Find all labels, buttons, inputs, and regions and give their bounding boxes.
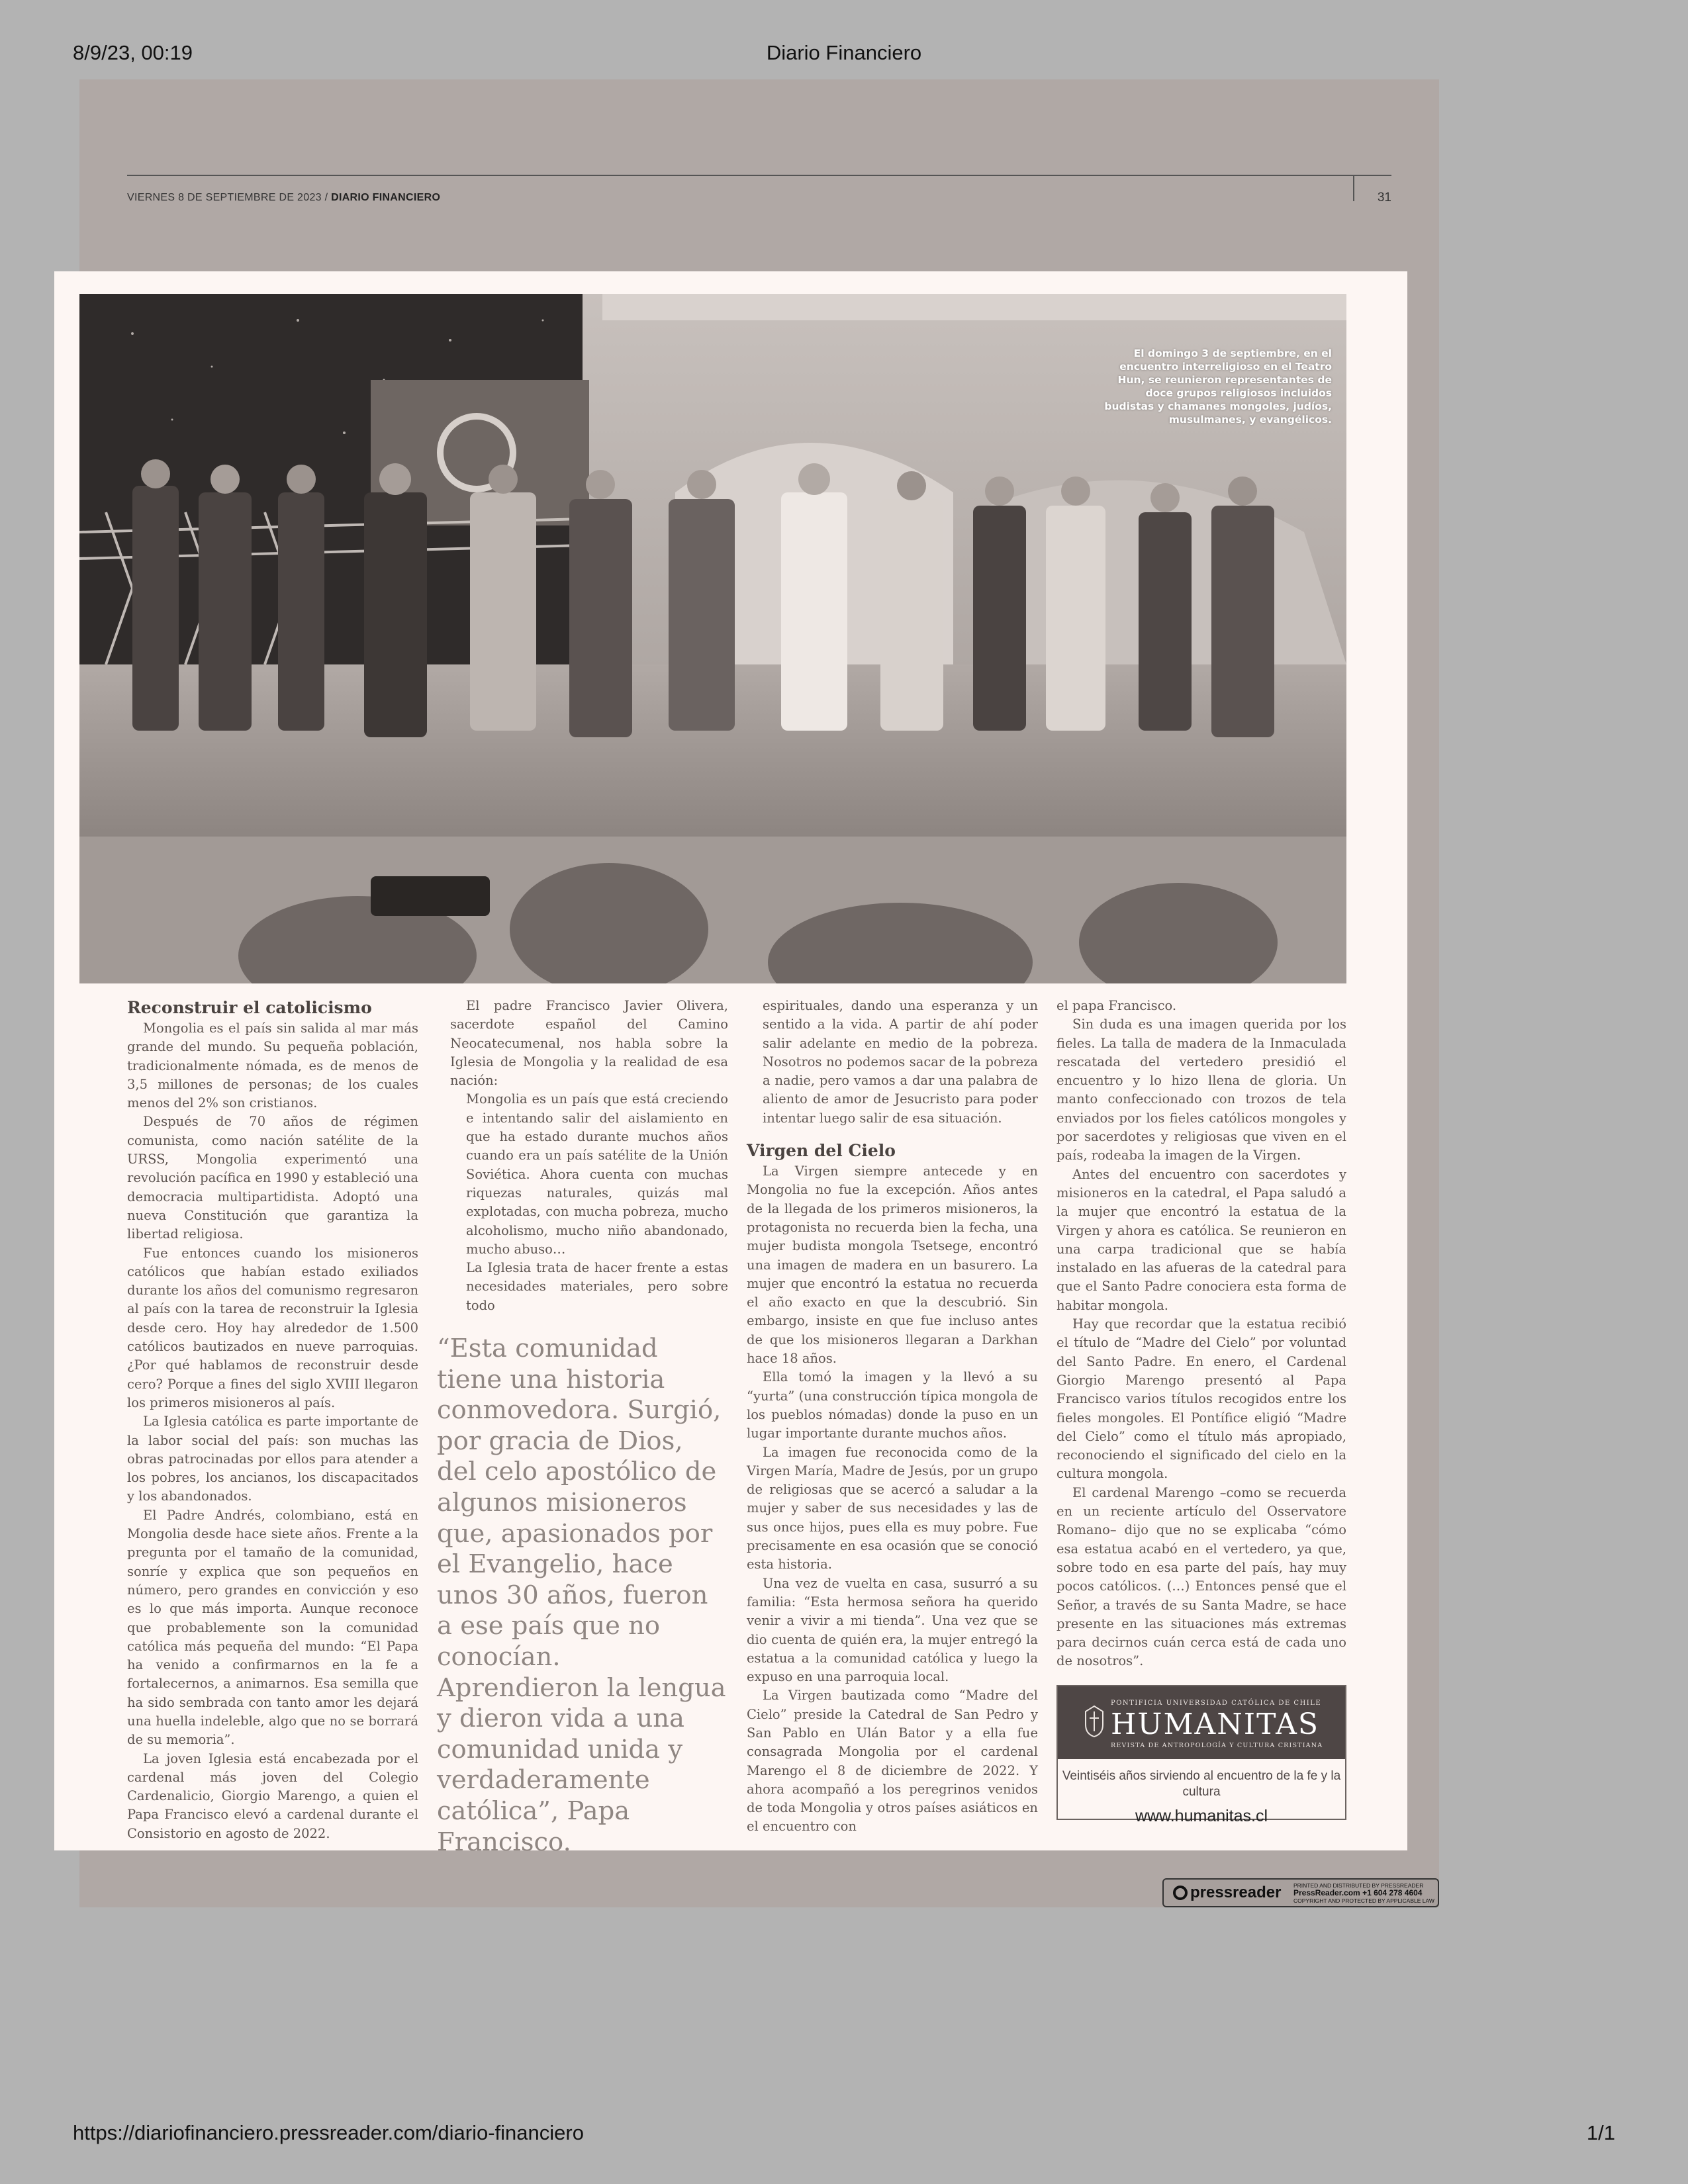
humanitas-advertisement[interactable] (1056, 1685, 1346, 1825)
paragraph: Sin duda es una imagen querida por los fieles. La talla de madera de la Inmaculada rescatada del vertedero presidió el encuentro y lo hizo llena de gloria. Un manto confeccionado con trozos de tela enviados por los fieles católicos mongoles y por sacerdotes y religiosas que viven en el país, rodeaba la imagen de la Virgen. (1056, 1017, 1346, 1163)
ad-tagline: Veintiséis años sirviendo al encuentro de la fe y la cultura (1062, 1769, 1341, 1799)
pressreader-logo-text: pressreader (1190, 1884, 1282, 1901)
ad-subtitle: REVISTA DE ANTROPOLOGÍA Y CULTURA CRISTIANA (1111, 1742, 1323, 1749)
paragraph: La joven Iglesia está encabezada por el cardenal más joven del Colegio Cardenalicio, Giorgio Marengo, a quien el Papa Francisco elevó a cardenal durante el Consistorio en agosto de 2022. (127, 1751, 418, 1841)
print-page-count: 1/1 (1586, 2121, 1615, 2144)
paragraph: La Virgen bautizada como “Madre del Cielo” preside la Catedral de San Pedro y San Pablo en Ulán Bator y a ella fue consagrada Mongolia por el cardenal Marengo el 8 de diciembre de 2022. Y ahora acompañó a los peregrinos venidos de toda Mongolia y otros países asiáticos en el encuentro con (747, 1688, 1038, 1835)
pressreader-line3: COPYRIGHT AND PROTECTED BY APPLICABLE LAW (1293, 1897, 1434, 1904)
article-column-1 (127, 997, 418, 1843)
interview-quote (450, 1090, 728, 1315)
paragraph: Ella tomó la imagen y la llevó a su “yurta” (una construcción típica mongola de los pueblos nómadas) donde la puso en un lugar importante durante muchos años. (747, 1369, 1038, 1441)
ad-banner (1058, 1686, 1345, 1759)
interview-quote-continued (747, 997, 1038, 1128)
pressreader-line1: PRINTED AND DISTRIBUTED BY PRESSREADER (1293, 1882, 1424, 1889)
page-number: 31 (1377, 191, 1391, 205)
pressreader-line2: PressReader.com +1 604 278 4604 (1293, 1888, 1423, 1897)
paragraph: La Virgen siempre antecede y en Mongolia no fue la excepción. Años antes de la llegada de los primeros misioneros, la protagonista no recuerda bien la fecha, una mujer budista mongola Tsetsege, encontró una imagen de madera en un basurero. La mujer que encontró la estatua no recuerda el año exacto en que la descubrió. Sin embargo, insiste en que fue incluso antes de que los misioneros llegaran a Darkhan hace 18 años. (747, 1163, 1038, 1367)
quote-paragraph: espirituales, dando una esperanza y un sentido a la vida. A partir de ahí poder salir adelante en medio de la pobreza. Nosotros no podemos sacar de la pobreza a nadie, pero vamos a dar una palabra de aliento de amor de Jesucristo para poder intentar luego salir de esa situación. (763, 998, 1038, 1126)
paragraph: La Iglesia católica es parte importante de la labor social del país: son muchas las obras patrocinadas por ellos para atender a los pobres, los ancianos, los discapacitados y los abandonados. (127, 1414, 418, 1504)
paragraph: El cardenal Marengo –como se recuerda en un reciente artículo del Osservatore Romano– dijo que no se explicaba “cómo esa estatua acabó en el vertedero, ya que, sobre todo en esa parte del país, hay muy pocos católicos. (…) Entonces pensé que el Señor, a través de su Santa Madre, se hace presente en las situaciones más extremas para decirnos cuán cerca está de cada uno de nosotros”. (1056, 1484, 1346, 1669)
pressreader-info (1293, 1882, 1434, 1905)
paragraph: El padre Francisco Javier Olivera, sacerdote español del Camino Neocatecumenal, nos habla sobre la Iglesia de Mongolia y la realidad de esa nación: (450, 998, 728, 1089)
paragraph: El Padre Andrés, colombiano, está en Mongolia desde hace siete años. Frente a la pregunta por el tamaño de la comunidad, sonríe y explica que son pequeños en número, pero grandes en convicción y eso es lo que más importa. Aunque reconoce que probablemente son la comunidad católica más pequeña del mundo: “El Papa ha venido a confirmarnos en la fe a fortalecernos, a animarnos. Esa semilla que ha sido sembrada con tanto amor les dejará una huella indeleble, algo que no se borrará de su memoria”. (127, 1507, 418, 1748)
pressreader-logo (1173, 1884, 1281, 1902)
newspaper-name: DIARIO FINANCIERO (331, 192, 441, 203)
print-url: https://diariofinanciero.pressreader.com/diario-financiero (73, 2121, 584, 2144)
paragraph: Antes del encuentro con sacerdotes y misioneros en la catedral, el Papa saludó a la mujer que encontró la estatua de la Virgen y ahora es católica. Se reunieron en una carpa tradicional que se había instalado en las afueras de la catedral para que el Santo Padre conociera esta forma de habitar mongola. (1056, 1166, 1346, 1313)
article-photo (79, 294, 1346, 983)
print-site-title: Diario Financiero (766, 41, 922, 64)
issue-line (127, 192, 440, 204)
article-column-4 (1056, 997, 1346, 1671)
section-heading-reconstruir: Reconstruir el catolicismo (127, 998, 372, 1017)
university-crest-icon (1084, 1705, 1104, 1738)
paragraph: Mongolia es el país sin salida al mar más grande del mundo. Su pequeña población, tradicionalmente nómada, es de menos de 3,5 millones de personas; de los cuales menos del 2% son cristianos. (127, 1021, 418, 1111)
ad-url-link[interactable]: www.humanitas.cl (1135, 1807, 1268, 1825)
paragraph: Hay que recordar que la estatua recibió el título de “Madre del Cielo” por voluntad del Santo Padre. En enero, el Cardenal Giorgio Marengo presentó al Papa Francisco varios títulos recogidos entre los fieles mongoles. El Pontífice eligió “Madre del Cielo” como el título más apropiado, reconociendo el significado del cielo en la cultura mongola. (1056, 1316, 1346, 1482)
paragraph: La imagen fue reconocida como de la Virgen María, Madre de Jesús, por un grupo de religiosas que se acercó a saludar a la mujer y saber de sus necesidades y las de sus once hijos, pues ella es muy pobre. Fue precisamente en esa ocasión que se conoció esta historia. (747, 1444, 1038, 1572)
pressreader-logo-icon (1173, 1886, 1188, 1900)
quote-paragraph: La Iglesia trata de hacer frente a estas necesidades materiales, pero sobre todo (466, 1260, 728, 1313)
paragraph: Después de 70 años de régimen comunista, como nación satélite de la URSS, Mongolia experimentó una revolución pacífica en 1990 y estableció una democracia multipartidista. Adoptó una nueva Constitución que garantiza la libertad religiosa. (127, 1114, 418, 1242)
pressreader-badge[interactable] (1162, 1878, 1439, 1907)
issue-date: VIERNES 8 DE SEPTIEMBRE DE 2023 / (127, 192, 328, 203)
pull-quote: “Esta comunidad tiene una historia conmovedora. Surgió, por gracia de Dios, del celo apostólico de algunos misioneros que, apasionados por el Evangelio, hace unos 30 años, fueron a ese país que no conocían. Aprendieron la lengua y dieron vida a una comunidad unida y verdaderamente católica”, Papa Francisco. (437, 1334, 726, 1857)
paragraph: Una vez de vuelta en casa, susurró a su familia: “Esta hermosa señora ha querido venir a vivir a mi tienda”. Una vez que se dio cuenta de quién era, la mujer entregó la estatua a la comunidad católica y luego la expuso en una parroquia local. (747, 1575, 1038, 1685)
ad-university: PONTIFICIA UNIVERSIDAD CATÓLICA DE CHILE (1111, 1700, 1322, 1707)
article-column-2 (450, 997, 728, 1315)
newspaper-header (127, 175, 1391, 205)
header-divider (1353, 175, 1354, 201)
ad-brand: HUMANITAS (1111, 1707, 1320, 1741)
print-datetime: 8/9/23, 00:19 (73, 41, 193, 64)
quote-paragraph: Mongolia es un país que está creciendo e intentando salir del aislamiento en que ha estado durante muchos años cuando era un país satélite de la Unión Soviética. Ahora cuenta con muchas riquezas naturales, quizás mal explotadas, con mucha pobreza, mucho alcoholismo, mucho niño abandonado, mucho abuso… (466, 1091, 728, 1257)
photo-caption: El domingo 3 de septiembre, en el encuentro interreligioso en el Teatro Hun, se reunieron representantes de doce grupos religiosos incluidos budistas y chamanes mongoles, judíos, musulmanes, y evangélicos. (1104, 347, 1332, 426)
paragraph: el papa Francisco. (1056, 998, 1177, 1013)
paragraph: Fue entonces cuando los misioneros católicos que habían estado exiliados durante los años del comunismo regresaron al país con la tarea de reconstruir la Iglesia desde cero. Hoy hay alrededor de 1.500 católicos bautizados en nueve parroquias. ¿Por qué hablamos de reconstruir desde cero? Porque a fines del siglo XVIII llegaron los primeros misioneros al país. (127, 1245, 418, 1410)
section-heading-virgen: Virgen del Cielo (747, 1141, 896, 1161)
article-column-3 (747, 997, 1038, 1837)
